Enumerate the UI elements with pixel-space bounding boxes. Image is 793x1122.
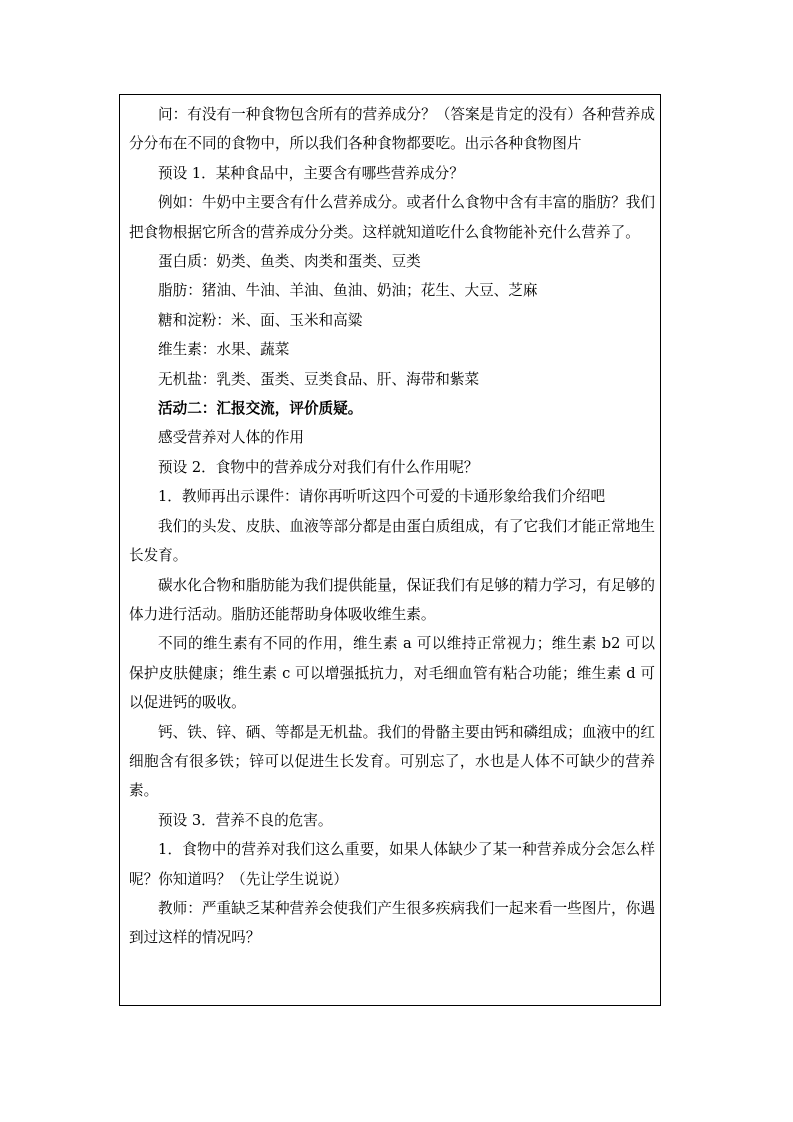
paragraph-vitamin-role: 不同的维生素有不同的作用，维生素 a 可以维持正常视力；维生素 b2 可以保护皮肤健康；维生素 c 可以增强抵抗力，对毛细血管有粘合功能；维生素 d 可以促进钙的吸收。 — [129, 635, 655, 712]
paragraph-teacher-courseware: 1．教师再出示课件：请你再听听这四个可爱的卡通形象给我们介绍吧 — [158, 488, 606, 506]
paragraph-preset-3: 预设 3．营养不良的危害。 — [158, 811, 333, 829]
paragraph-example-milk: 例如：牛奶中主要含有什么营养成分。或者什么食物中含有丰富的脂肪？我们把食物根据它所含的营养成分分类。这样就知道吃什么食物能补充什么营养了。 — [129, 194, 655, 241]
paragraph-fat: 脂肪：猪油、牛油、羊油、鱼油、奶油；花生、大豆、芝麻 — [158, 282, 538, 300]
paragraph-preset-1: 预设 1．某种食品中，主要含有哪些营养成分？ — [158, 164, 464, 182]
paragraph-lack-nutrient: 1．食物中的营养对我们这么重要，如果人体缺少了某一种营养成分会怎么样呢？你知道吗？（先让学生说说） — [129, 841, 655, 888]
paragraph-mineral: 无机盐：乳类、蛋类、豆类食品、肝、海带和紫菜 — [158, 370, 480, 388]
paragraph-teacher-disease: 教师：严重缺乏某种营养会使我们产生很多疾病我们一起来看一些图片，你遇到过这样的情况吗？ — [129, 899, 655, 947]
paragraph-protein-role: 我们的头发、皮肤、血液等部分都是由蛋白质组成，有了它我们才能正常地生长发育。 — [129, 517, 655, 565]
paragraph-preset-2: 预设 2．食物中的营养成分对我们有什么作用呢？ — [158, 458, 479, 476]
heading-activity-2: 活动二：汇报交流，评价质疑。 — [158, 400, 363, 418]
paragraph-protein: 蛋白质：奶类、鱼类、肉类和蛋类、豆类 — [158, 253, 421, 271]
paragraph-sugar-starch: 糖和淀粉：米、面、玉米和高粱 — [158, 311, 363, 329]
paragraph-feel-nutrition: 感受营养对人体的作用 — [158, 429, 304, 447]
document-body — [129, 100, 655, 953]
paragraph-question-all-nutrients: 问：有没有一种食物包含所有的营养成分？（答案是肯定的没有）各种营养成分分布在不同的食物中，所以我们各种食物都要吃。出示各种食物图片 — [129, 106, 655, 153]
paragraph-carb-fat-role: 碳水化合物和脂肪能为我们提供能量，保证我们有足够的精力学习，有足够的体力进行活动。脂肪还能帮助身体吸收维生素。 — [129, 576, 655, 623]
paragraph-vitamin: 维生素：水果、蔬菜 — [158, 341, 290, 359]
paragraph-mineral-role: 钙、铁、锌、硒、等都是无机盐。我们的骨骼主要由钙和磷组成；血液中的红细胞含有很多铁；锌可以促进生长发育。可别忘了，水也是人体不可缺少的营养素。 — [129, 723, 655, 800]
